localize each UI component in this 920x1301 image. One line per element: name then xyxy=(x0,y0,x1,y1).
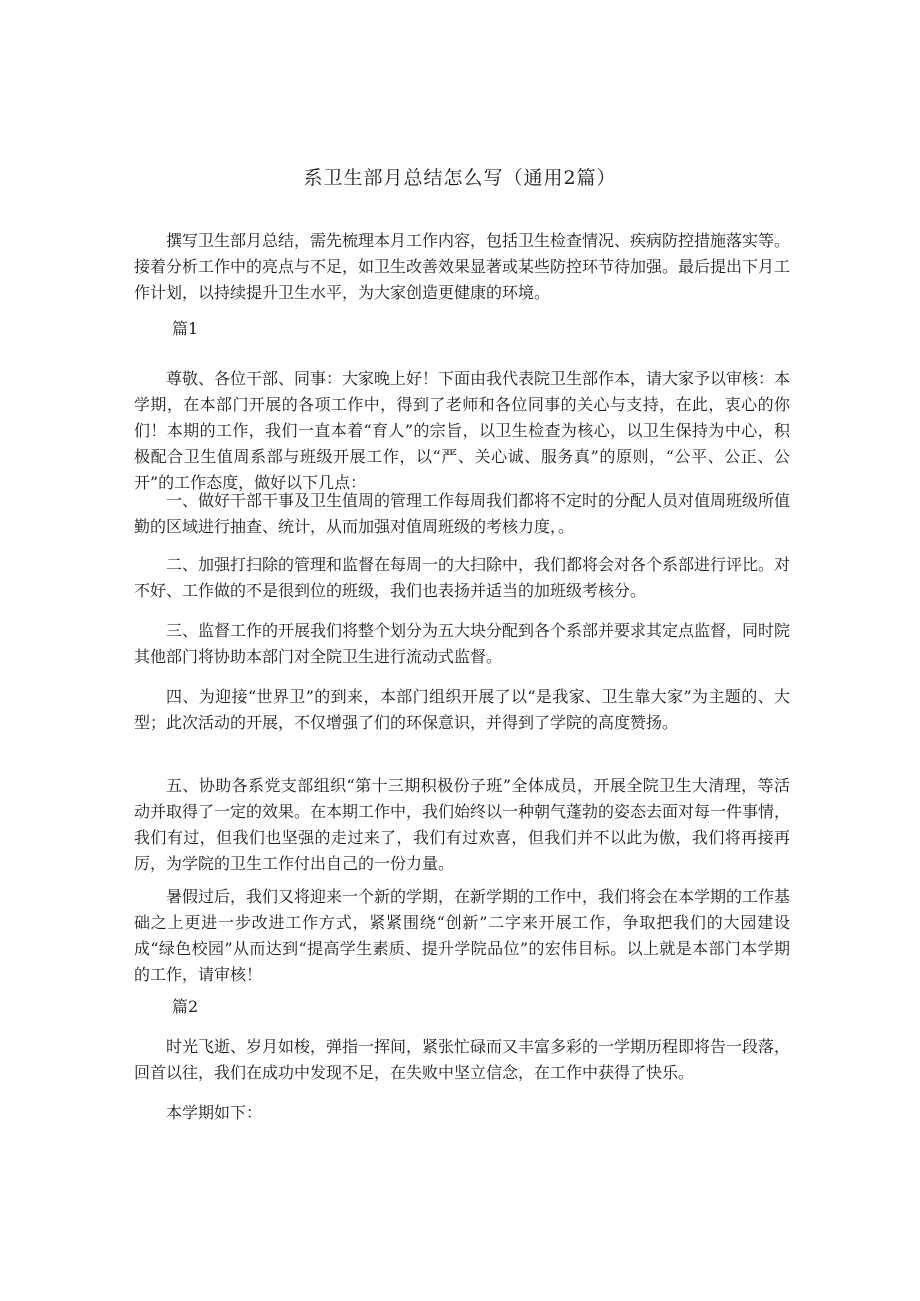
section-2-heading: 篇2 xyxy=(172,997,199,1016)
section-1-paragraph: 一、做好干部干事及卫生值周的管理工作每周我们都将不定时的分配人员对值周班级所值勤的区域进行抽查、统计，从而加强对值周班级的考核力度，。 xyxy=(134,491,791,536)
document-title: 系卫生部月总结怎么写（通用2篇） xyxy=(303,167,617,189)
section-1-paragraph: 三、监督工作的开展我们将整个划分为五大块分配到各个系部并要求其定点监督，同时院其他部门将协助本部门对全院卫生进行流动式监督。 xyxy=(134,621,791,666)
section-1-paragraph: 暑假过后，我们又将迎来一个新的学期，在新学期的工作中，我们将会在本学期的工作基础之上更进一步改进工作方式，紧紧围绕“创新”二字来开展工作，争取把我们的大园建设成“绿色校园”从而达到“提高学生素质、提升学院品位”的宏伟目标。以上就是本部门本学期的工作，请审核！ xyxy=(134,887,791,984)
section-2-paragraph: 时光飞逝、岁月如梭，弹指一挥间，紧张忙碌而又丰富多彩的一学期历程即将告一段落，回首以往，我们在成功中发现不足，在失败中坚立信念，在工作中获得了快乐。 xyxy=(134,1037,791,1082)
section-1-paragraph: 五、协助各系党支部组织“第十三期积极份子班”全体成员，开展全院卫生大清理，等活动并取得了一定的效果。在本期工作中，我们始终以一种朝气蓬勃的姿态去面对每一件事情，我们有过，但我们也坚强的走过来了，我们有过欢喜，但我们并不以此为傲，我们将再接再厉，为学院的卫生工作付出自己的一份力量。 xyxy=(134,776,791,873)
section-1-paragraph: 四、为迎接“世界卫”的到来，本部门组织开展了以“是我家、卫生靠大家”为主题的、大型；此次活动的开展，不仅增强了们的环保意识，并得到了学院的高度赞扬。 xyxy=(134,687,790,732)
section-1-paragraph: 二、加强打扫除的管理和监督在每周一的大扫除中，我们都将会对各个系部进行评比。对不好、工作做的不是很到位的班级，我们也表扬并适当的加班级考核分。 xyxy=(134,555,791,600)
section-1-paragraph: 尊敬、各位干部、同事：大家晚上好！下面由我代表院卫生部作本，请大家予以审核：本学期，在本部门开展的各项工作中，得到了老师和各位同事的关心与支持，在此，衷心的你们！本期的工作，我们一直本着“育人”的宗旨，以卫生检查为核心，以卫生保持为中心，积极配合卫生值周系部与班级开展工作，以“严、关心诚、服务真”的原则，“公平、公正、公开”的工作态度，做好以下几点： xyxy=(134,369,791,492)
section-1-heading: 篇1 xyxy=(172,319,199,338)
intro-paragraph: 撰写卫生部月总结，需先梳理本月工作内容，包括卫生检查情况、疾病防控措施落实等。接着分析工作中的亮点与不足，如卫生改善效果显著或某些防控环节待加强。最后提出下月工作计划，以持续提升卫生水平，为大家创造更健康的环境。 xyxy=(134,231,791,302)
section-2-paragraph: 本学期如下： xyxy=(166,1103,263,1122)
